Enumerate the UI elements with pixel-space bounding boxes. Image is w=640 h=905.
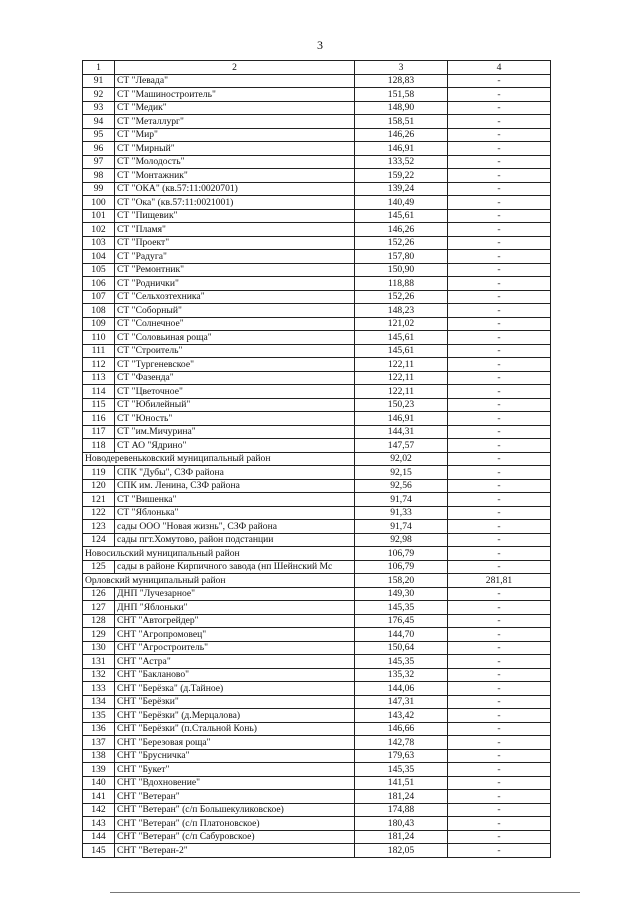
table-row xyxy=(83,344,551,358)
row-extra: - xyxy=(448,601,551,615)
row-number: 139 xyxy=(83,763,115,777)
row-extra: - xyxy=(448,803,551,817)
row-number: 95 xyxy=(83,128,115,142)
row-name: СТ "Солнечное" xyxy=(115,317,355,331)
table-row xyxy=(83,358,551,372)
row-extra: - xyxy=(448,358,551,372)
row-value: 146,91 xyxy=(355,412,448,426)
row-extra: - xyxy=(448,479,551,493)
row-name: сады в районе Кирпичного завода (нп Шейнский Мс xyxy=(115,560,355,574)
region-row xyxy=(83,574,551,588)
table-row xyxy=(83,182,551,196)
row-extra: - xyxy=(448,196,551,210)
row-value: 144,70 xyxy=(355,628,448,642)
table-row xyxy=(83,776,551,790)
row-extra: - xyxy=(448,223,551,237)
row-extra: - xyxy=(448,682,551,696)
row-number: 126 xyxy=(83,587,115,601)
row-value: 92,15 xyxy=(355,466,448,480)
row-number: 91 xyxy=(83,74,115,88)
row-extra: - xyxy=(448,817,551,831)
row-number: 93 xyxy=(83,101,115,115)
page-number: 3 xyxy=(317,38,323,52)
row-name: СНТ "Берёзка" (д.Тайное) xyxy=(115,682,355,696)
row-name: СТ "Ремонтник" xyxy=(115,263,355,277)
row-value: 128,83 xyxy=(355,74,448,88)
row-value: 147,31 xyxy=(355,695,448,709)
table-row xyxy=(83,290,551,304)
row-name: СТ "Машиностроитель" xyxy=(115,88,355,102)
table-row xyxy=(83,695,551,709)
row-extra: - xyxy=(448,587,551,601)
row-name: СТ "Вишенка" xyxy=(115,493,355,507)
row-number: 96 xyxy=(83,142,115,156)
row-value: 145,61 xyxy=(355,344,448,358)
row-name: СНТ "Автогрейдер" xyxy=(115,614,355,628)
row-name: СТ "Молодость" xyxy=(115,155,355,169)
row-name: СНТ "Астра" xyxy=(115,655,355,669)
row-name: СТ "Роднички" xyxy=(115,277,355,291)
row-extra: - xyxy=(448,790,551,804)
row-extra: - xyxy=(448,466,551,480)
row-name: СТ "Цветочное" xyxy=(115,385,355,399)
row-value: 146,91 xyxy=(355,142,448,156)
table-row xyxy=(83,412,551,426)
row-number: 134 xyxy=(83,695,115,709)
row-value: 145,61 xyxy=(355,331,448,345)
row-number: 108 xyxy=(83,304,115,318)
row-extra: - xyxy=(448,749,551,763)
row-value: 179,63 xyxy=(355,749,448,763)
table-row xyxy=(83,439,551,453)
row-name: СТ "Юбилейный" xyxy=(115,398,355,412)
row-name: СНТ "Букет" xyxy=(115,763,355,777)
row-name: СТ "им.Мичурина" xyxy=(115,425,355,439)
table-row xyxy=(83,317,551,331)
row-extra: - xyxy=(448,250,551,264)
table-row xyxy=(83,614,551,628)
header-col-2: 2 xyxy=(115,61,355,75)
row-name: сады ООО "Новая жизнь", СЗФ района xyxy=(115,520,355,534)
row-extra: - xyxy=(448,763,551,777)
row-number: 144 xyxy=(83,830,115,844)
row-extra: - xyxy=(448,695,551,709)
header-col-3: 3 xyxy=(355,61,448,75)
row-number: 101 xyxy=(83,209,115,223)
row-value: 146,26 xyxy=(355,223,448,237)
row-value: 150,90 xyxy=(355,263,448,277)
table-row xyxy=(83,641,551,655)
row-extra: - xyxy=(448,776,551,790)
row-value: 145,61 xyxy=(355,209,448,223)
row-value: 92,02 xyxy=(355,452,448,466)
row-number: 130 xyxy=(83,641,115,655)
row-extra: - xyxy=(448,182,551,196)
row-value: 91,33 xyxy=(355,506,448,520)
row-name: ДНП "Лучезарное" xyxy=(115,587,355,601)
row-name: СНТ "Ветеран" (с/п Платоновское) xyxy=(115,817,355,831)
table-row xyxy=(83,155,551,169)
row-extra: - xyxy=(448,844,551,858)
row-name: СНТ "Агростроитель" xyxy=(115,641,355,655)
row-value: 92,56 xyxy=(355,479,448,493)
row-name: СНТ "Ветеран" xyxy=(115,790,355,804)
table-row xyxy=(83,196,551,210)
row-value: 158,20 xyxy=(355,574,448,588)
table-row xyxy=(83,587,551,601)
row-extra: - xyxy=(448,304,551,318)
row-name: СНТ "Ветеран-2" xyxy=(115,844,355,858)
row-name: СТ "ОКА" (кв.57:11:0020701) xyxy=(115,182,355,196)
table-row xyxy=(83,682,551,696)
row-extra: - xyxy=(448,331,551,345)
row-name: СНТ "Брусничка" xyxy=(115,749,355,763)
row-number: 121 xyxy=(83,493,115,507)
row-name: СТ "Металлург" xyxy=(115,115,355,129)
row-name: СТ "Юность" xyxy=(115,412,355,426)
row-name: СНТ "Бакланово" xyxy=(115,668,355,682)
row-number: 104 xyxy=(83,250,115,264)
row-value: 91,74 xyxy=(355,520,448,534)
table-row xyxy=(83,101,551,115)
row-extra: - xyxy=(448,209,551,223)
row-name: СТ "Соловьиная роща" xyxy=(115,331,355,345)
row-extra: - xyxy=(448,493,551,507)
row-extra: - xyxy=(448,142,551,156)
table-row xyxy=(83,398,551,412)
row-name: СТ "Левада" xyxy=(115,74,355,88)
row-number: 103 xyxy=(83,236,115,250)
row-extra: - xyxy=(448,290,551,304)
row-name: СТ АО "Ядрино" xyxy=(115,439,355,453)
row-value: 141,51 xyxy=(355,776,448,790)
row-number: 98 xyxy=(83,169,115,183)
region-row xyxy=(83,547,551,561)
row-number: 140 xyxy=(83,776,115,790)
table-row xyxy=(83,169,551,183)
row-value: 181,24 xyxy=(355,830,448,844)
row-value: 146,66 xyxy=(355,722,448,736)
row-name: СТ "Радуга" xyxy=(115,250,355,264)
table-row xyxy=(83,304,551,318)
row-number: 97 xyxy=(83,155,115,169)
row-name: СНТ "Ветеран" (с/п Большекуликовское) xyxy=(115,803,355,817)
table-row xyxy=(83,263,551,277)
row-value: 145,35 xyxy=(355,763,448,777)
row-extra: - xyxy=(448,412,551,426)
row-number: 141 xyxy=(83,790,115,804)
row-value: 150,23 xyxy=(355,398,448,412)
row-extra: - xyxy=(448,344,551,358)
row-number: 100 xyxy=(83,196,115,210)
row-number: 132 xyxy=(83,668,115,682)
row-name: СТ "Мир" xyxy=(115,128,355,142)
row-name: сады пгт.Хомутово, район подстанции xyxy=(115,533,355,547)
row-number: 113 xyxy=(83,371,115,385)
row-extra: - xyxy=(448,155,551,169)
table-row xyxy=(83,790,551,804)
row-extra: - xyxy=(448,520,551,534)
row-value: 159,22 xyxy=(355,169,448,183)
row-number: 115 xyxy=(83,398,115,412)
row-number: 107 xyxy=(83,290,115,304)
table-row xyxy=(83,520,551,534)
table-row xyxy=(83,223,551,237)
table-row xyxy=(83,628,551,642)
row-extra: - xyxy=(448,452,551,466)
row-number: 102 xyxy=(83,223,115,237)
row-extra: - xyxy=(448,88,551,102)
row-extra: - xyxy=(448,506,551,520)
row-extra: - xyxy=(448,709,551,723)
row-value: 151,58 xyxy=(355,88,448,102)
table-row xyxy=(83,371,551,385)
row-value: 122,11 xyxy=(355,358,448,372)
row-name: СНТ "Берёзки" xyxy=(115,695,355,709)
row-value: 176,45 xyxy=(355,614,448,628)
table-row xyxy=(83,736,551,750)
row-extra: - xyxy=(448,736,551,750)
row-number: 120 xyxy=(83,479,115,493)
bottom-divider xyxy=(110,892,580,893)
row-value: 140,49 xyxy=(355,196,448,210)
row-number: 129 xyxy=(83,628,115,642)
row-value: 142,78 xyxy=(355,736,448,750)
row-extra: - xyxy=(448,169,551,183)
row-number: 143 xyxy=(83,817,115,831)
row-number: 122 xyxy=(83,506,115,520)
table-row xyxy=(83,250,551,264)
table-row xyxy=(83,115,551,129)
row-number: 142 xyxy=(83,803,115,817)
row-number: 123 xyxy=(83,520,115,534)
row-number: 117 xyxy=(83,425,115,439)
row-extra: - xyxy=(448,74,551,88)
row-number: 109 xyxy=(83,317,115,331)
row-extra: - xyxy=(448,668,551,682)
table-row xyxy=(83,493,551,507)
row-extra: 281,81 xyxy=(448,574,551,588)
row-name: СНТ "Берёзки" (д.Мерцалова) xyxy=(115,709,355,723)
table-row xyxy=(83,830,551,844)
row-value: 143,42 xyxy=(355,709,448,723)
row-extra: - xyxy=(448,385,551,399)
row-extra: - xyxy=(448,722,551,736)
row-name: СТ "Мирный" xyxy=(115,142,355,156)
region-name: Орловский муниципальный район xyxy=(83,574,355,588)
table-row xyxy=(83,844,551,858)
row-extra: - xyxy=(448,533,551,547)
table-row xyxy=(83,385,551,399)
row-name: СПК "Дубы", СЗФ района xyxy=(115,466,355,480)
row-name: СТ "Пищевик" xyxy=(115,209,355,223)
row-value: 152,26 xyxy=(355,236,448,250)
row-value: 144,31 xyxy=(355,425,448,439)
row-value: 174,88 xyxy=(355,803,448,817)
row-name: СТ "Монтажник" xyxy=(115,169,355,183)
row-value: 148,23 xyxy=(355,304,448,318)
row-value: 149,30 xyxy=(355,587,448,601)
row-extra: - xyxy=(448,425,551,439)
row-value: 181,24 xyxy=(355,790,448,804)
row-name: СНТ "Березовая роща" xyxy=(115,736,355,750)
row-value: 91,74 xyxy=(355,493,448,507)
table-row xyxy=(83,74,551,88)
row-number: 110 xyxy=(83,331,115,345)
row-extra: - xyxy=(448,277,551,291)
row-name: СТ "Сельхозтехника" xyxy=(115,290,355,304)
table-row xyxy=(83,128,551,142)
row-number: 111 xyxy=(83,344,115,358)
row-extra: - xyxy=(448,830,551,844)
row-name: СТ "Строитель" xyxy=(115,344,355,358)
row-extra: - xyxy=(448,439,551,453)
table-row xyxy=(83,803,551,817)
table-row xyxy=(83,668,551,682)
table-row xyxy=(83,533,551,547)
table-row xyxy=(83,506,551,520)
row-name: СТ "Пламя" xyxy=(115,223,355,237)
table-row xyxy=(83,709,551,723)
row-number: 118 xyxy=(83,439,115,453)
table-row xyxy=(83,749,551,763)
row-number: 137 xyxy=(83,736,115,750)
row-value: 118,88 xyxy=(355,277,448,291)
row-number: 131 xyxy=(83,655,115,669)
row-name: СТ "Яблонька" xyxy=(115,506,355,520)
row-number: 136 xyxy=(83,722,115,736)
row-name: СНТ "Берёзки" (п.Стальной Конь) xyxy=(115,722,355,736)
row-number: 112 xyxy=(83,358,115,372)
row-number: 124 xyxy=(83,533,115,547)
row-value: 158,51 xyxy=(355,115,448,129)
table-row xyxy=(83,425,551,439)
table-row xyxy=(83,655,551,669)
row-value: 121,02 xyxy=(355,317,448,331)
row-value: 146,26 xyxy=(355,128,448,142)
row-value: 182,05 xyxy=(355,844,448,858)
header-col-1: 1 xyxy=(83,61,115,75)
region-name: Новодеревеньковский муниципальный район xyxy=(83,452,355,466)
row-value: 106,79 xyxy=(355,560,448,574)
row-extra: - xyxy=(448,547,551,561)
row-extra: - xyxy=(448,101,551,115)
row-extra: - xyxy=(448,628,551,642)
row-extra: - xyxy=(448,398,551,412)
row-number: 116 xyxy=(83,412,115,426)
header-col-4: 4 xyxy=(448,61,551,75)
row-value: 135,32 xyxy=(355,668,448,682)
row-number: 114 xyxy=(83,385,115,399)
tariff-table xyxy=(82,60,551,858)
row-value: 152,26 xyxy=(355,290,448,304)
table-row xyxy=(83,817,551,831)
row-extra: - xyxy=(448,263,551,277)
table-row xyxy=(83,236,551,250)
row-value: 145,35 xyxy=(355,601,448,615)
row-name: СТ "Тургеневское" xyxy=(115,358,355,372)
row-value: 148,90 xyxy=(355,101,448,115)
row-extra: - xyxy=(448,128,551,142)
row-name: СНТ "Вдохновение" xyxy=(115,776,355,790)
table-row xyxy=(83,722,551,736)
row-value: 150,64 xyxy=(355,641,448,655)
row-extra: - xyxy=(448,371,551,385)
row-number: 92 xyxy=(83,88,115,102)
row-number: 99 xyxy=(83,182,115,196)
row-number: 125 xyxy=(83,560,115,574)
region-row xyxy=(83,452,551,466)
row-name: СТ "Фазенда" xyxy=(115,371,355,385)
row-extra: - xyxy=(448,115,551,129)
row-number: 128 xyxy=(83,614,115,628)
row-number: 138 xyxy=(83,749,115,763)
row-value: 92,98 xyxy=(355,533,448,547)
table-row xyxy=(83,142,551,156)
row-extra: - xyxy=(448,317,551,331)
row-name: СТ "Ока" (кв.57:11:0021001) xyxy=(115,196,355,210)
row-value: 122,11 xyxy=(355,371,448,385)
row-name: СТ "Проект" xyxy=(115,236,355,250)
row-number: 135 xyxy=(83,709,115,723)
row-number: 133 xyxy=(83,682,115,696)
row-extra: - xyxy=(448,560,551,574)
row-value: 147,57 xyxy=(355,439,448,453)
table-row xyxy=(83,331,551,345)
row-value: 106,79 xyxy=(355,547,448,561)
table-row xyxy=(83,88,551,102)
table-row xyxy=(83,466,551,480)
row-extra: - xyxy=(448,236,551,250)
region-name: Новосильский муниципальный район xyxy=(83,547,355,561)
row-number: 145 xyxy=(83,844,115,858)
row-extra: - xyxy=(448,641,551,655)
row-number: 105 xyxy=(83,263,115,277)
row-number: 127 xyxy=(83,601,115,615)
row-number: 119 xyxy=(83,466,115,480)
table-row xyxy=(83,479,551,493)
row-value: 180,43 xyxy=(355,817,448,831)
table-row xyxy=(83,763,551,777)
row-value: 145,35 xyxy=(355,655,448,669)
row-name: ДНП "Яблоньки" xyxy=(115,601,355,615)
row-number: 106 xyxy=(83,277,115,291)
row-number: 94 xyxy=(83,115,115,129)
table-row xyxy=(83,209,551,223)
table-row xyxy=(83,601,551,615)
row-value: 122,11 xyxy=(355,385,448,399)
table-header-row xyxy=(83,61,551,75)
row-name: СПК им. Ленина, СЗФ района xyxy=(115,479,355,493)
row-name: СТ "Соборный" xyxy=(115,304,355,318)
table-row xyxy=(83,560,551,574)
row-value: 139,24 xyxy=(355,182,448,196)
row-name: СТ "Медик" xyxy=(115,101,355,115)
row-name: СНТ "Агропромовец" xyxy=(115,628,355,642)
row-value: 133,52 xyxy=(355,155,448,169)
row-value: 144,06 xyxy=(355,682,448,696)
row-extra: - xyxy=(448,614,551,628)
row-value: 157,80 xyxy=(355,250,448,264)
table-row xyxy=(83,277,551,291)
row-extra: - xyxy=(448,655,551,669)
row-name: СНТ "Ветеран" (с/п Сабуровское) xyxy=(115,830,355,844)
